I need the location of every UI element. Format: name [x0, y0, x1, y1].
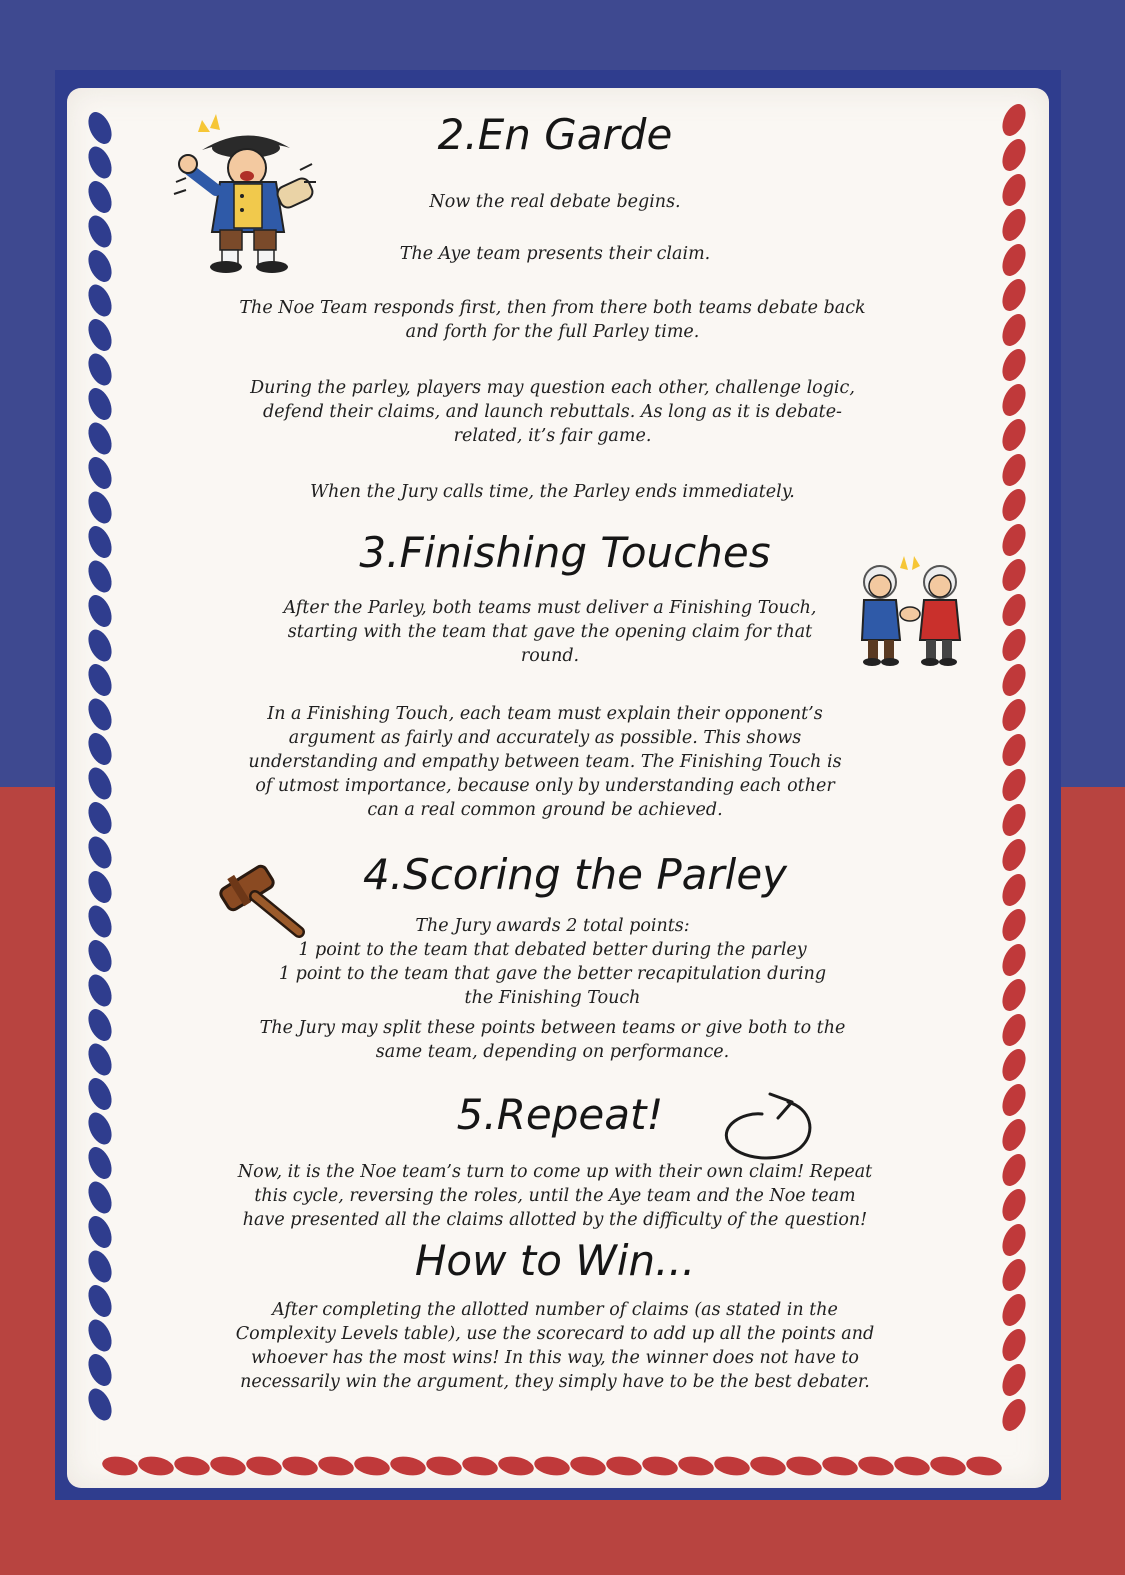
rope-dash	[84, 488, 116, 527]
rope-dash	[998, 625, 1030, 664]
rope-dash	[998, 415, 1030, 454]
rope-dash	[998, 380, 1030, 419]
en-garde-p4-l1: During the parley, players may question each other, challenge logic,	[250, 378, 855, 398]
rope-dash	[929, 1454, 968, 1478]
rope-dash	[893, 1454, 932, 1478]
rope-dash	[998, 135, 1030, 174]
win-l3: whoever has the most wins! In this way, the winner does not have to	[251, 1348, 859, 1368]
angry-colonial-soldier-icon	[172, 112, 322, 277]
rope-dash	[84, 453, 116, 492]
rope-dash	[965, 1454, 1004, 1478]
rope-dash	[998, 170, 1030, 209]
rope-dash	[389, 1454, 428, 1478]
finishing-p2-l2: argument as fairly and accurately as possible. This shows	[288, 728, 802, 748]
en-garde-p2: The Aye team presents their claim.	[399, 244, 711, 264]
rope-dash	[84, 798, 116, 837]
rope-dash	[998, 590, 1030, 629]
rope-dash	[998, 835, 1030, 874]
rope-dash	[998, 1080, 1030, 1119]
rope-dash	[84, 212, 116, 251]
rope-dash	[998, 1150, 1030, 1189]
rope-dash	[84, 350, 116, 389]
rope-dash	[84, 281, 116, 320]
rope-dash	[998, 1185, 1030, 1224]
rope-dash	[998, 205, 1030, 244]
rope-dash	[137, 1454, 176, 1478]
scoring-l4: the Finishing Touch	[464, 988, 641, 1008]
finishing-p2-l1: In a Finishing Touch, each team must explain their opponent’s	[267, 704, 823, 724]
finishing-p1-l3: round.	[520, 646, 580, 666]
rope-dash	[998, 1220, 1030, 1259]
repeat-l2: this cycle, reversing the roles, until the Aye team and the Noe team	[254, 1186, 856, 1206]
en-garde-p4-l2: defend their claims, and launch rebuttals. As long as it is debate-	[263, 402, 842, 422]
rope-dash	[84, 1005, 116, 1044]
rope-dash	[998, 1360, 1030, 1399]
rope-dash	[84, 557, 116, 596]
rope-dash	[84, 1316, 116, 1355]
scoring-l1: The Jury awards 2 total points:	[415, 916, 690, 936]
rope-dash	[84, 1247, 116, 1286]
rope-dash	[998, 1115, 1030, 1154]
rope-dash	[317, 1454, 356, 1478]
finishing-p2-l4: of utmost importance, because only by understanding each other	[255, 776, 835, 796]
finishing-p2-l3: understanding and empathy between team. The Finishing Touch is	[248, 752, 842, 772]
rope-dash	[998, 730, 1030, 769]
en-garde-p4-l3: related, it’s fair game.	[453, 426, 652, 446]
rope-dash	[998, 450, 1030, 489]
rope-dash	[998, 345, 1030, 384]
rope-dash	[84, 833, 116, 872]
heading-finishing-touches: 3.Finishing Touches	[359, 528, 771, 577]
win-l4: necessarily win the argument, they simply have to be the best debater.	[240, 1372, 870, 1392]
rope-dash	[425, 1454, 464, 1478]
rope-dash	[84, 143, 116, 182]
rope-dash	[998, 100, 1030, 139]
rope-dash	[84, 1212, 116, 1251]
finishing-p1-l2: starting with the team that gave the opening claim for that	[287, 622, 813, 642]
rope-dash	[84, 108, 116, 147]
rope-dash	[998, 940, 1030, 979]
heading-repeat: 5.Repeat!	[456, 1090, 664, 1139]
rope-dash	[84, 936, 116, 975]
rope-dash	[497, 1454, 536, 1478]
win-l1: After completing the allotted number of claims (as stated in the	[272, 1300, 838, 1320]
rope-dash	[84, 1074, 116, 1113]
rope-dash	[641, 1454, 680, 1478]
rope-dash	[569, 1454, 608, 1478]
rope-dash	[998, 1255, 1030, 1294]
rope-dash	[998, 1290, 1030, 1329]
rope-dash	[84, 1385, 116, 1424]
rope-dash	[84, 695, 116, 734]
rope-dash	[84, 522, 116, 561]
rope-dash	[998, 1045, 1030, 1084]
rope-dash	[998, 1010, 1030, 1049]
rope-dash	[84, 419, 116, 458]
rope-dash	[998, 870, 1030, 909]
rope-dash	[353, 1454, 392, 1478]
rope-dash	[605, 1454, 644, 1478]
en-garde-p3-l2: and forth for the full Parley time.	[405, 322, 700, 342]
en-garde-p1: Now the real debate begins.	[429, 192, 681, 212]
rope-dash	[84, 867, 116, 906]
en-garde-p5: When the Jury calls time, the Parley ends immediately.	[310, 482, 795, 502]
rope-dash	[998, 520, 1030, 559]
rope-dash	[857, 1454, 896, 1478]
repeat-l1: Now, it is the Noe team’s turn to come up with their own claim! Repeat	[237, 1162, 873, 1182]
scoring-l3: 1 point to the team that gave the better recapitulation during	[278, 964, 827, 984]
rope-dash	[713, 1454, 752, 1478]
rope-dash	[821, 1454, 860, 1478]
rope-dash	[461, 1454, 500, 1478]
rope-dash	[998, 1395, 1030, 1434]
rope-dash	[84, 384, 116, 423]
rope-dash	[173, 1454, 212, 1478]
rope-dash	[998, 275, 1030, 314]
rope-dash	[533, 1454, 572, 1478]
rope-dash	[84, 1040, 116, 1079]
rope-dash	[998, 240, 1030, 279]
rope-dash	[998, 905, 1030, 944]
circular-arrow-icon	[718, 1088, 820, 1164]
rope-dash	[998, 310, 1030, 349]
rope-dash	[84, 1350, 116, 1389]
en-garde-p3-l1: The Noe Team responds first, then from there both teams debate back	[239, 298, 866, 318]
rope-dash	[998, 485, 1030, 524]
rope-dash	[101, 1454, 140, 1478]
rope-dash	[84, 1178, 116, 1217]
rope-dash	[998, 555, 1030, 594]
heading-how-to-win: How to Win...	[414, 1236, 696, 1285]
scoring-l5: The Jury may split these points between teams or give both to the	[259, 1018, 846, 1038]
rope-dash	[998, 765, 1030, 804]
scoring-l2: 1 point to the team that debated better during the parley	[298, 940, 807, 960]
rope-dash	[84, 764, 116, 803]
rope-dash	[998, 800, 1030, 839]
rope-dash	[84, 902, 116, 941]
rope-dash	[998, 695, 1030, 734]
rope-dash	[677, 1454, 716, 1478]
rope-dash	[998, 1325, 1030, 1364]
rope-dash	[84, 1109, 116, 1148]
rope-dash	[84, 1143, 116, 1182]
rope-dash	[245, 1454, 284, 1478]
rope-dash	[209, 1454, 248, 1478]
heading-scoring: 4.Scoring the Parley	[362, 850, 788, 899]
win-l2: Complexity Levels table), use the scorecard to add up all the points and	[235, 1324, 875, 1344]
repeat-l3: have presented all the claims allotted by the difficulty of the question!	[242, 1210, 868, 1230]
heading-en-garde: 2.En Garde	[437, 110, 673, 159]
rope-dash	[749, 1454, 788, 1478]
rope-dash	[84, 591, 116, 630]
rope-dash	[84, 971, 116, 1010]
rope-dash	[84, 246, 116, 285]
rope-dash	[998, 975, 1030, 1014]
rope-dash	[84, 315, 116, 354]
rope-dash	[281, 1454, 320, 1478]
rope-dash	[84, 626, 116, 665]
scoring-l6: same team, depending on performance.	[375, 1042, 730, 1062]
rope-dash	[84, 729, 116, 768]
finishing-p2-l5: can a real common ground be achieved.	[367, 800, 723, 820]
rope-dash	[84, 1281, 116, 1320]
rope-dash	[84, 660, 116, 699]
rope-dash	[998, 660, 1030, 699]
rope-dash	[84, 177, 116, 216]
finishing-p1-l1: After the Parley, both teams must deliver a Finishing Touch,	[283, 598, 817, 618]
rope-dash	[785, 1454, 824, 1478]
